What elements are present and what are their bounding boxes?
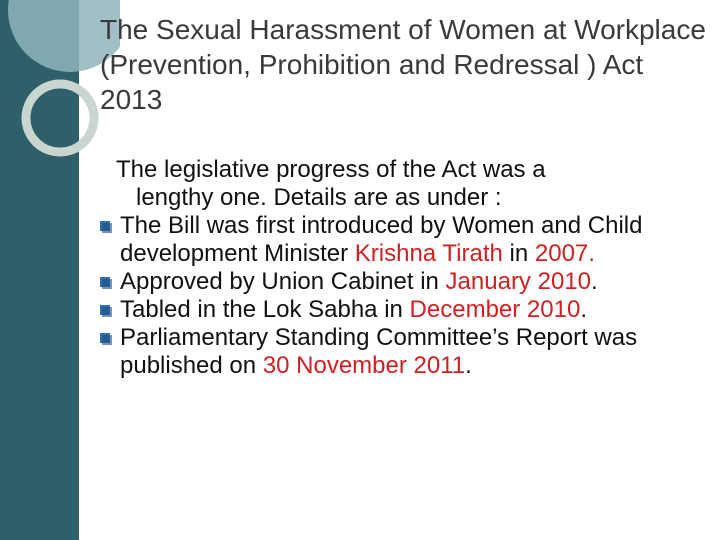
item-text: The Bill was first introduced by Women and Child development Minister [120, 212, 643, 267]
item-text: Parliamentary Standing Committee’s Report was published on [120, 324, 638, 379]
list-item [100, 212, 715, 268]
item-highlight: December 2010 [409, 296, 581, 323]
item-highlight: January 2010 [445, 268, 591, 295]
item-text: Tabled in the Lok Sabha in [120, 296, 410, 323]
square-bullet-icon [100, 333, 112, 345]
list-item [100, 268, 715, 296]
square-bullet-icon [100, 221, 112, 233]
square-bullet-icon [100, 277, 112, 289]
list-item [100, 324, 715, 380]
item-end: . [580, 296, 587, 323]
list-item [100, 296, 715, 324]
slide-body [100, 156, 715, 380]
item-end: . [588, 240, 595, 267]
square-bullet-icon [100, 305, 112, 317]
item-highlight: 30 November 2011 [262, 352, 466, 379]
item-highlight-year: 2007 [534, 240, 589, 267]
item-highlight: Krishna Tirath [354, 240, 503, 267]
item-end: . [591, 268, 598, 295]
intro-line-1: The legislative progress of the Act was a [116, 156, 546, 183]
intro-text [100, 156, 715, 212]
item-end: . [465, 352, 472, 379]
item-text: Approved by Union Cabinet in [120, 268, 446, 295]
intro-line-2: lengthy one. Details are as under : [136, 184, 502, 211]
slide-title: The Sexual Harassment of Women at Workplace (Prevention, Prohibition and Redressal ) Act 2013 [100, 14, 706, 115]
item-text-mid: in [502, 240, 535, 267]
